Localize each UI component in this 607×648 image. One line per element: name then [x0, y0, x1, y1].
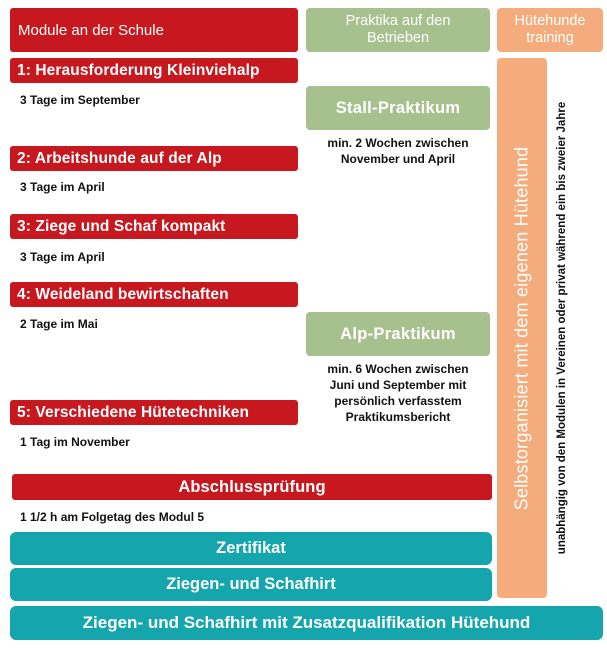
header-module-schule: Module an der Schule: [10, 8, 298, 52]
module-3: 3: Ziege und Schaf kompakt: [10, 214, 298, 239]
stall-praktikum: Stall-Praktikum: [306, 86, 490, 130]
header-training-line1: Hütehunde: [514, 13, 586, 29]
header-huetehundetraining: [497, 8, 603, 52]
ziegen-schafhirt: Ziegen- und Schafhirt: [10, 568, 492, 601]
alp-praktikum-duration: [306, 361, 490, 425]
module-4: 4: Weideland bewirtschaften: [10, 282, 298, 307]
alp-note-line3: persönlich verfasstem: [334, 394, 462, 408]
stall-note-line2: November und April: [340, 152, 456, 166]
alp-note-line1: min. 6 Wochen zwischen: [327, 362, 469, 376]
training-side-text: unabhängig von den Modulen in Vereinen oder privat während ein bis zweier Jahre: [556, 101, 569, 555]
module-1-duration: 3 Tage im September: [20, 93, 140, 107]
abschlusspruefung-duration: 1 1/2 h am Folgetag des Modul 5: [20, 510, 205, 524]
module-2: 2: Arbeitshunde auf der Alp: [10, 146, 298, 171]
header-praktika-line1: Praktika auf den: [345, 13, 451, 29]
training-main-text-wrap: [497, 58, 547, 598]
stall-note-line1: min. 2 Wochen zwischen: [327, 136, 469, 150]
stall-praktikum-duration: [306, 135, 490, 167]
module-3-duration: 3 Tage im April: [20, 250, 105, 264]
training-main-text: Selbstorganisiert mit dem eigenen Hütehund: [511, 146, 532, 510]
module-1: 1: Herausforderung Kleinviehalp: [10, 58, 298, 83]
abschlusspruefung: Abschlussprüfung: [12, 474, 492, 500]
header-praktika-line2: Betrieben: [366, 30, 430, 46]
module-5: 5: Verschiedene Hütetechniken: [10, 400, 298, 425]
header-praktika: [306, 8, 490, 52]
header-training-line2: training: [526, 30, 574, 46]
module-2-duration: 3 Tage im April: [20, 180, 105, 194]
training-side-text-wrap: [550, 58, 574, 598]
module-4-duration: 2 Tage im Mai: [20, 317, 98, 331]
alp-note-line2: Juni und September mit: [329, 378, 467, 392]
ziegen-schafhirt-huetehund: Ziegen- und Schafhirt mit Zusatzqualifikation Hütehund: [10, 606, 603, 640]
module-5-duration: 1 Tag im November: [20, 435, 130, 449]
zertifikat: Zertifikat: [10, 532, 492, 565]
alp-note-line4: Praktikumsbericht: [345, 410, 451, 424]
alp-praktikum: Alp-Praktikum: [306, 312, 490, 356]
